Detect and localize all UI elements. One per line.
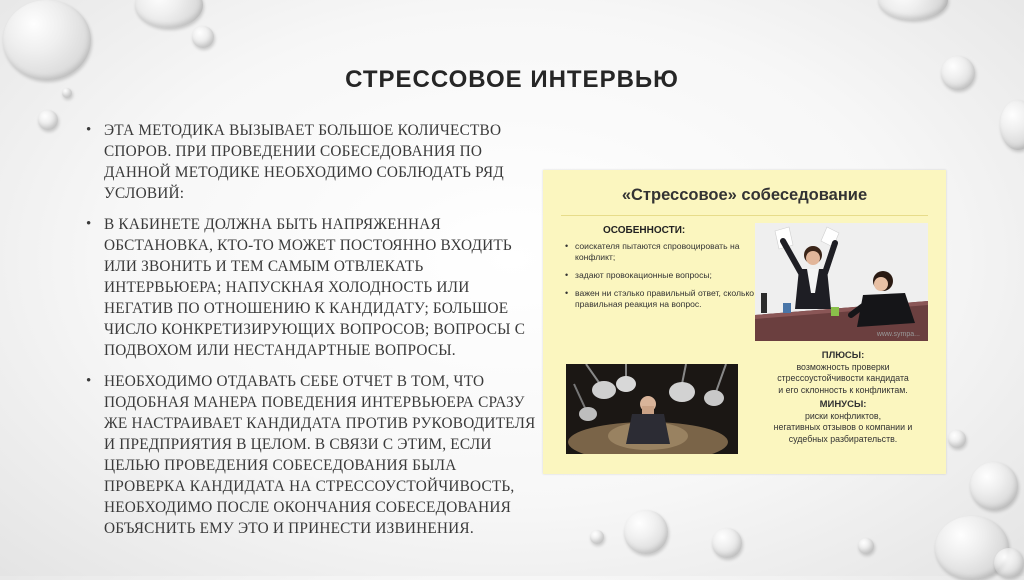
water-drop-decoration (38, 110, 58, 130)
pros-line: и его склонность к конфликтам. (778, 384, 908, 395)
feature-item: • соискателя пытаются спровоцировать на конфликт; (563, 241, 763, 263)
panel-divider (561, 215, 928, 216)
water-drop-decoration (712, 528, 742, 558)
pros-heading: ПЛЮСЫ: (821, 350, 865, 361)
info-panel (543, 170, 946, 474)
water-drop-decoration (858, 538, 874, 554)
feature-item: • важен ни стэлько правильный ответ, сколько правильная реакция на вопрос. (563, 288, 763, 310)
pros-line: стрессоустойчивости кандидата (777, 373, 909, 383)
cons-line: риски конфликтов, (804, 410, 882, 421)
water-drop-decoration (1000, 100, 1024, 150)
water-drop-decoration (948, 430, 966, 448)
bullet-list (84, 120, 536, 549)
cons-line: негативных отзывов о компании и (773, 422, 913, 432)
pros-cons-block (748, 350, 938, 445)
water-drop-decoration (994, 548, 1024, 578)
pros-line: возможность проверки (796, 361, 890, 372)
cons-heading: МИНУСЫ: (819, 399, 867, 410)
features-heading: ОСОБЕННОСТИ: (603, 225, 686, 236)
water-drop-decoration (878, 0, 948, 20)
water-drop-decoration (970, 462, 1018, 510)
bullet-item: • НЕОБХОДИМО ОТДАВАТЬ СЕБЕ ОТЧЕТ В ТОМ, ЧТО ПОДОБНАЯ МАНЕРА ПОВЕДЕНИЯ ИНТЕРВЬЮЕРА СРАЗУ ЖЕ НАСТРАИВАЕТ КАНДИДАТА ПРОТИВ РУКОВОДИТЕЛЯ И ПРЕДПРИЯТИЯ В ЦЕЛОМ. В СВЯЗИ С ЭТИМ, ЕСЛИ ЦЕЛЬЮ ПРОВЕДЕНИЯ СОБЕСЕДОВАНИЯ БЫЛА ПРОВЕРКА КАНДИДАТА НА СТРЕССОУСТОЙЧИВОСТЬ, НЕОБХОДИМО ПОСЛЕ ОКОНЧАНИЯ СОБЕСЕДОВАНИЯ ОБЪЯСНИТЬ ЕМУ ЭТО И ПРИНЕСТИ ИЗВИНЕНИЯ. (84, 371, 536, 539)
water-drop-decoration (192, 26, 214, 48)
interrogation-photo (566, 364, 738, 454)
cons-line: судебных разбирательств. (788, 433, 898, 444)
office-conflict-photo (755, 223, 928, 341)
panel-title: «Стрессовое» собеседование (621, 186, 868, 204)
interrogation-illustration (566, 364, 738, 454)
feature-item: • задают провокационные вопросы; (563, 270, 763, 281)
features-list (563, 241, 763, 317)
water-drop-decoration (135, 0, 203, 28)
water-drop-decoration (624, 510, 668, 554)
bullet-item: • ЭТА МЕТОДИКА ВЫЗЫВАЕТ БОЛЬШОЕ КОЛИЧЕСТВО СПОРОВ. ПРИ ПРОВЕДЕНИИ СОБЕСЕДОВАНИЯ ПО ДАННОЙ МЕТОДИКЕ НЕОБХОДИМО СОБЛЮДАТЬ РЯД УСЛОВИЙ: (84, 120, 536, 204)
bullet-item: • В КАБИНЕТЕ ДОЛЖНА БЫТЬ НАПРЯЖЕННАЯ ОБСТАНОВКА, КТО-ТО МОЖЕТ ПОСТОЯННО ВХОДИТЬ ИЛИ ЗВОНИТЬ И ТЕМ САМЫМ ОТВЛЕКАТЬ ИНТЕРВЬЮЕРА; НАПУСКНАЯ ХОЛОДНОСТЬ ИЛИ НЕГАТИВ ПО ОТНОШЕНИЮ К КАНДИДАТУ; БОЛЬШОЕ ЧИСЛО КОНКРЕТИЗИРУЮЩИХ ВОПРОСОВ; ВОПРОСЫ С ПОДВОХОМ ИЛИ НЕСТАНДАРТНЫЕ ВОПРОСЫ. (84, 214, 536, 361)
office-conflict-illustration (755, 223, 928, 341)
slide-title: СТРЕССОВОЕ ИНТЕРВЬЮ (345, 66, 679, 93)
photo-watermark: www.sympa... (876, 331, 920, 338)
water-drop-decoration (590, 530, 604, 544)
